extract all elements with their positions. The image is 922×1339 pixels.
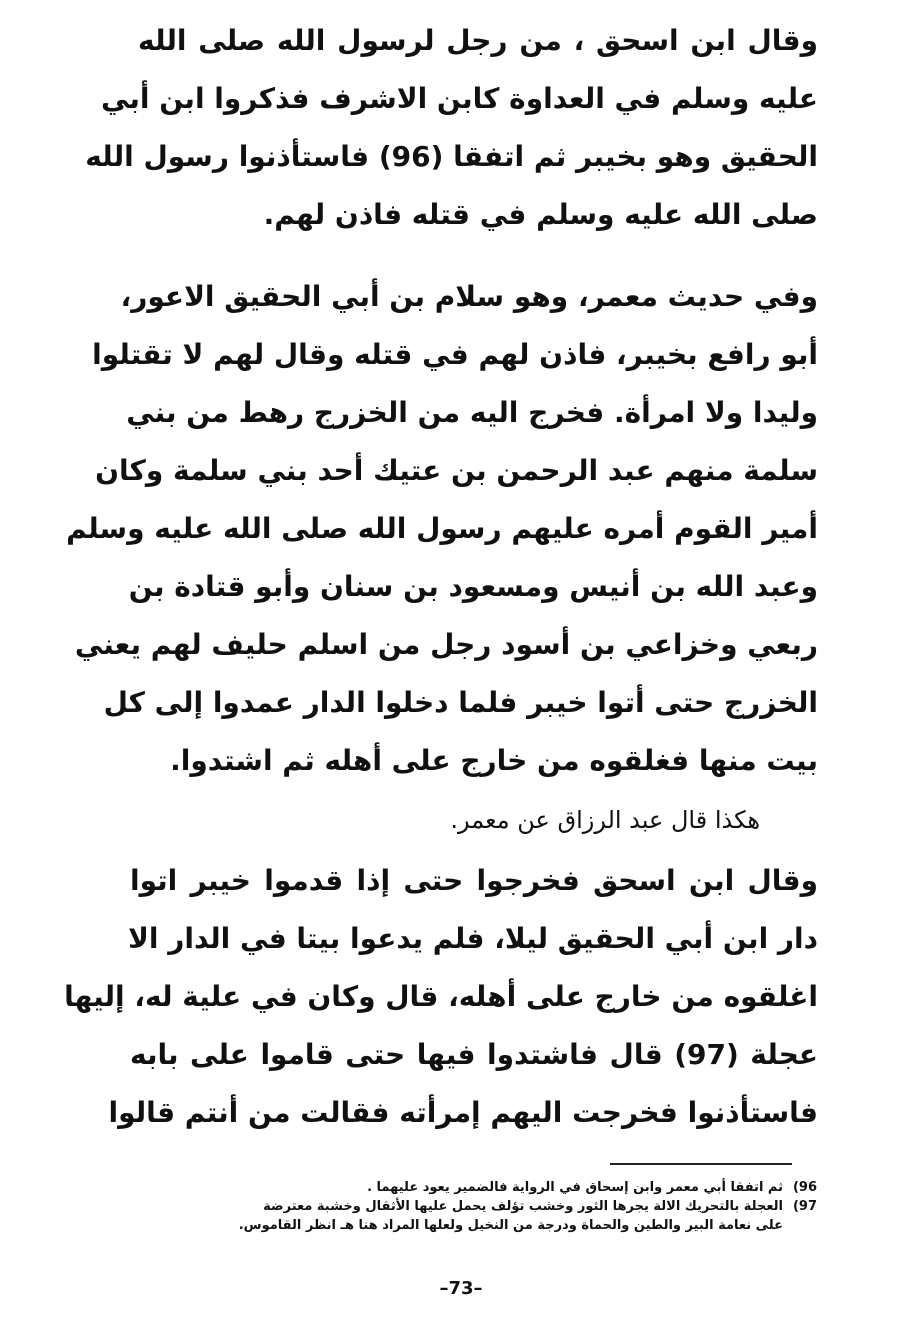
footnote-number: 96): [792, 1180, 817, 1195]
text-line: سلمة منهم عبد الرحمن بن عتيك أحد بني سلمة وكان: [95, 454, 818, 487]
text-line: هكذا قال عبد الرزاق عن معمر.: [450, 806, 760, 834]
text-line: دار ابن أبي الحقيق ليلا، فلم يدعوا بيتا في الدار الا: [128, 922, 818, 955]
text-line: اغلقوه من خارج على أهله، قال وكان في علية له، إليها: [64, 980, 818, 1013]
text-line: الحقيق وهو بخيبر ثم اتفقا (96) فاستأذنوا رسول الله: [85, 140, 818, 173]
text-line: ربعي وخزاعي بن أسود رجل من اسلم حليف لهم يعني: [74, 628, 818, 661]
text-line: بيت منها فغلقوه من خارج على أهله ثم اشتدوا.: [170, 744, 818, 777]
footnote-number: 97): [792, 1199, 817, 1214]
paragraph-3: [400, 795, 760, 845]
text-line: وقال ابن اسحق فخرجوا حتى إذا قدموا خيبر اتوا: [130, 864, 818, 897]
footnote-divider: [610, 1163, 792, 1165]
paragraph-1: [85, 12, 818, 244]
footnote-text-continued: على نعامة البير والطين والحماة ودرجة من النخيل ولعلها المراد هنا هـ انظر القاموس.: [238, 1218, 783, 1233]
footnote-97: [125, 1197, 817, 1216]
page-number: –73–: [439, 1278, 483, 1299]
text-line: عليه وسلم في العداوة كابن الاشرف فذكروا ابن أبي: [101, 82, 818, 115]
paragraph-2: [66, 268, 818, 790]
text-line: وفي حديث معمر، وهو سلام بن أبي الحقيق الاعور،: [120, 280, 818, 313]
text-line: فاستأذنوا فخرجت اليهم إمرأته فقالت من أنتم قالوا: [108, 1096, 818, 1129]
text-line: أمير القوم أمره عليهم رسول الله صلى الله عليه وسلم: [66, 512, 818, 545]
footnote-text: ثم اتفقا أبي معمر وابن إسحاق في الرواية فالضمير يعود عليهما .: [367, 1180, 783, 1195]
text-line: صلى الله عليه وسلم في قتله فاذن لهم.: [263, 198, 818, 231]
footnote-text: العجلة بالتحريك الالة يجرها الثور وخشب تؤلف يحمل عليها الأثقال وخشبة معترضة: [263, 1199, 783, 1214]
text-line: الخزرج حتى أتوا خيبر فلما دخلوا الدار عمدوا إلى كل: [103, 686, 818, 719]
text-line: أبو رافع بخيبر، فاذن لهم في قتله وقال لهم لا تقتلوا: [92, 338, 818, 371]
text-line: وقال ابن اسحق ، من رجل لرسول الله صلى الله: [138, 24, 818, 57]
footnote-96: [125, 1178, 817, 1197]
text-line: عجلة (97) قال فاشتدوا فيها حتى قاموا على بابه: [130, 1038, 818, 1071]
footnotes: [125, 1178, 817, 1235]
paragraph-4: [64, 852, 818, 1142]
text-line: وعبد الله بن أنيس ومسعود بن سنان وأبو قتادة بن: [128, 570, 818, 603]
text-line: وليدا ولا امرأة. فخرج اليه من الخزرج رهط من بني: [126, 396, 818, 429]
